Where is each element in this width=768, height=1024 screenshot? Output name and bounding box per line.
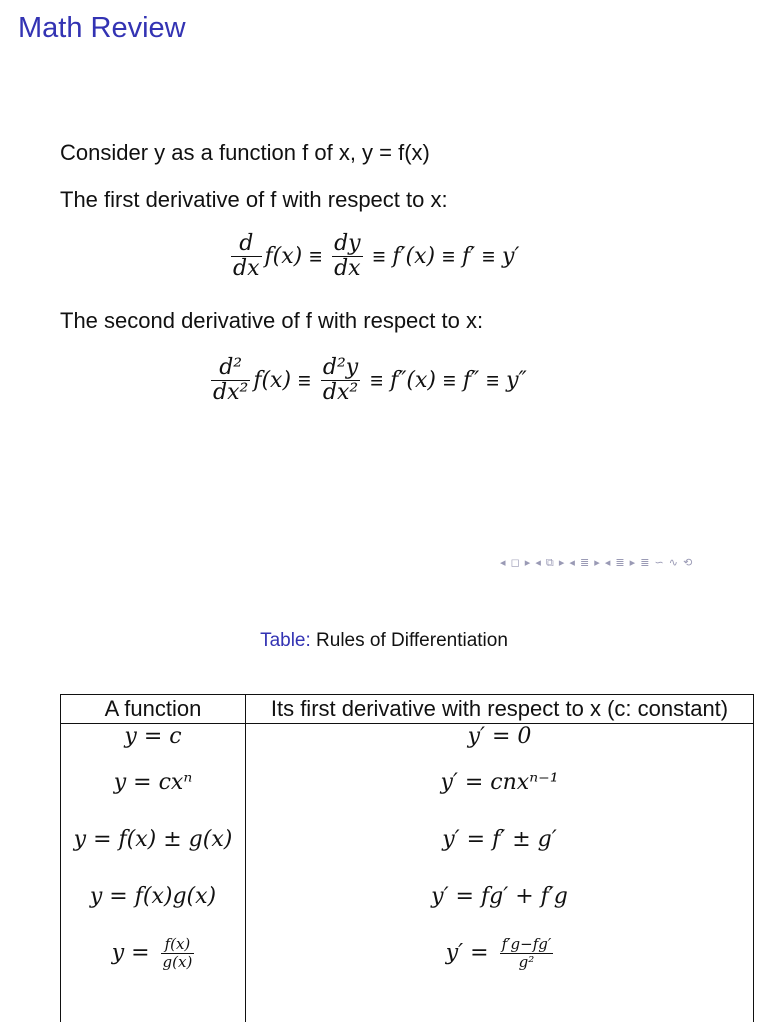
table-caption-text: Rules of Differentiation	[316, 630, 508, 651]
function-cell: y = cxⁿ	[61, 754, 246, 811]
table-row	[61, 868, 754, 925]
f-prime-term: f′	[461, 244, 476, 269]
table-row	[61, 811, 754, 868]
d2-dx2-operator: $\frac{\text{d²}}{\text{dx²}}$	[213, 355, 249, 405]
quotient-derivative-fraction: $\frac{f'g-fg'}{\text{g²}}$	[501, 935, 552, 971]
table-header-row	[61, 695, 754, 724]
second-derivative-text: The second derivative of f with respect to x:	[60, 308, 484, 333]
first-derivative-equation	[228, 232, 519, 281]
header-derivative: Its first derivative with respect to x (c: constant)	[246, 695, 754, 724]
beamer-navigation-icons[interactable]: ◂ ◻ ▸ ◂ ⧉ ▸ ◂ ≣ ▸ ◂ ≣ ▸ ≣ ∽ ∿ ⟲	[500, 557, 694, 569]
table-row	[61, 754, 754, 811]
dy-dx-fraction: $\frac{dy}{dx}$	[334, 231, 361, 281]
intro-text: Consider y as a function f of x, y = f(x)	[60, 140, 430, 165]
header-function: A function	[61, 695, 246, 724]
equiv-sign: ≡	[443, 367, 456, 393]
function-cell	[61, 925, 246, 982]
table-row	[61, 724, 754, 755]
equiv-sign: ≡	[298, 367, 311, 393]
equiv-sign: ≡	[372, 243, 386, 269]
f-prime-x-term: f′(x)	[392, 244, 436, 269]
d2y-dx2-fraction: $\frac{\text{d²y}}{\text{dx²}}$	[322, 355, 359, 405]
equiv-sign: ≡	[482, 243, 495, 269]
derivative-cell	[246, 925, 754, 982]
first-derivative-text: The first derivative of f with respect to x:	[60, 187, 448, 212]
derivative-cell: y′ = cnxⁿ⁻¹	[246, 754, 754, 811]
table-caption-label: Table:	[260, 630, 311, 651]
function-cell: y = c	[61, 724, 246, 755]
function-cell: y = f(x) ± g(x)	[61, 811, 246, 868]
f-double-prime-term: f″	[462, 368, 480, 393]
fx-term: f(x)	[253, 368, 292, 393]
quotient-derivative-lhs: y′ =	[445, 940, 489, 966]
page-divider	[0, 582, 768, 583]
table-caption	[0, 630, 768, 652]
equiv-sign: ≡	[309, 243, 323, 269]
derivative-cell: y′ = f′ ± g′	[246, 811, 754, 868]
equiv-sign: ≡	[442, 243, 455, 269]
function-cell: y = f(x)g(x)	[61, 868, 246, 925]
f-double-prime-x-term: f″(x)	[390, 368, 436, 393]
d-dx-operator: $\frac{d}{dx}$	[233, 231, 260, 281]
y-double-prime-term: y″	[506, 368, 527, 393]
equiv-sign: ≡	[370, 367, 384, 393]
table-row	[61, 925, 754, 982]
derivative-cell: y′ = 0	[246, 724, 754, 755]
fx-term: f(x)	[264, 244, 303, 269]
y-prime-term: y′	[501, 244, 520, 269]
quotient-fraction: $\frac{f(x)}{g(x)}$	[162, 935, 193, 971]
differentiation-rules-table	[60, 694, 754, 1022]
second-derivative-equation	[208, 356, 527, 405]
equiv-sign: ≡	[486, 367, 500, 393]
derivative-cell: y′ = fg′ + f′g	[246, 868, 754, 925]
table-row	[61, 982, 754, 1022]
quotient-lhs: y =	[111, 940, 150, 966]
slide-title: Math Review	[18, 12, 186, 44]
